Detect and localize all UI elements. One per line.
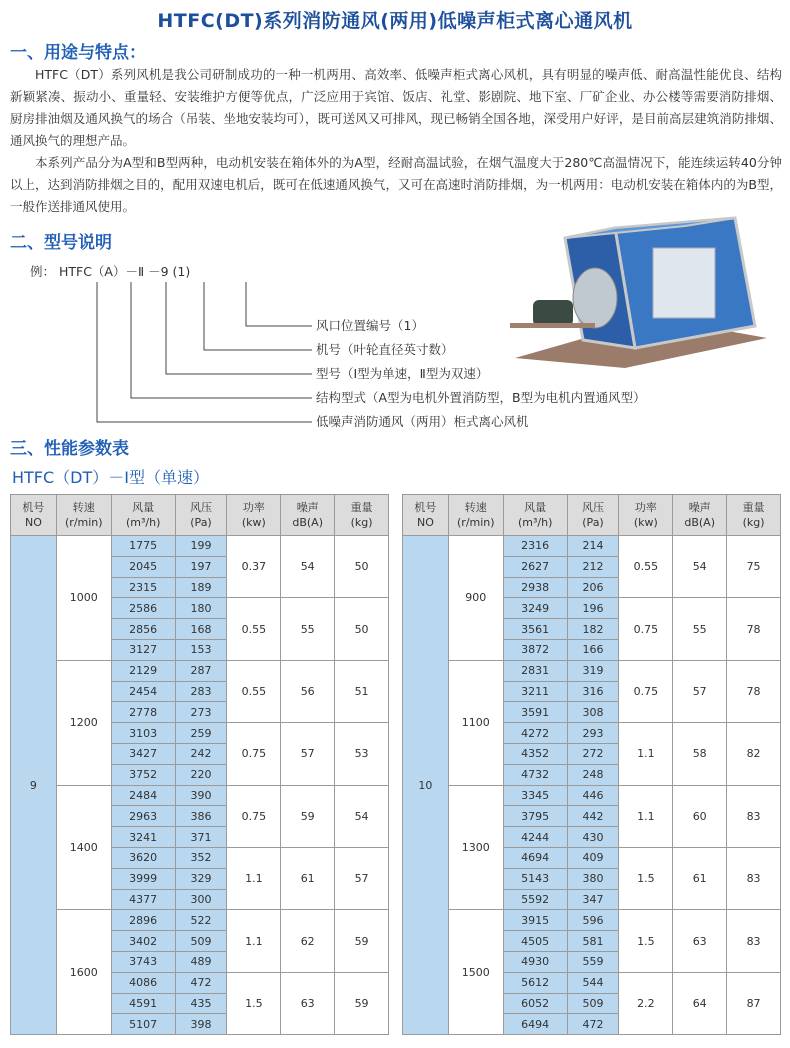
pressure-cell: 409 (567, 847, 619, 868)
pressure-cell: 390 (175, 785, 227, 806)
weight-cell: 75 (727, 536, 781, 598)
airflow-cell: 6494 (503, 1014, 567, 1035)
pressure-cell: 319 (567, 660, 619, 681)
airflow-cell: 3795 (503, 806, 567, 827)
pressure-cell: 472 (175, 972, 227, 993)
pressure-cell: 212 (567, 556, 619, 577)
pressure-cell: 242 (175, 743, 227, 764)
airflow-cell: 4352 (503, 743, 567, 764)
airflow-cell: 3591 (503, 702, 567, 723)
pressure-cell: 197 (175, 556, 227, 577)
noise-cell: 64 (673, 972, 727, 1034)
pressure-cell: 559 (567, 951, 619, 972)
airflow-cell: 2454 (111, 681, 175, 702)
pressure-cell: 522 (175, 910, 227, 931)
column-header: 风压 (Pa) (175, 495, 227, 536)
power-cell: 0.75 (227, 723, 281, 785)
airflow-cell: 3752 (111, 764, 175, 785)
noise-cell: 58 (673, 723, 727, 785)
table-row (11, 660, 389, 681)
airflow-cell: 4086 (111, 972, 175, 993)
noise-cell: 57 (281, 723, 335, 785)
power-cell: 0.75 (227, 785, 281, 847)
column-header: 风量 (m³/h) (503, 495, 567, 536)
table-row (11, 910, 389, 931)
airflow-cell: 5592 (503, 889, 567, 910)
table-row (11, 785, 389, 806)
speed-cell: 1100 (448, 660, 503, 785)
pressure-cell: 293 (567, 723, 619, 744)
column-header: 噪声 dB(A) (673, 495, 727, 536)
airflow-cell: 5143 (503, 868, 567, 889)
noise-cell: 63 (673, 910, 727, 972)
power-cell: 1.5 (619, 910, 673, 972)
airflow-cell: 2831 (503, 660, 567, 681)
power-cell: 0.55 (619, 536, 673, 598)
column-header: 功率 (kw) (619, 495, 673, 536)
weight-cell: 50 (335, 598, 389, 660)
column-header: 机号 NO (403, 495, 449, 536)
pressure-cell: 398 (175, 1014, 227, 1035)
column-header: 转速 (r/min) (448, 495, 503, 536)
airflow-cell: 5612 (503, 972, 567, 993)
power-cell: 1.1 (619, 723, 673, 785)
table-row (403, 785, 781, 806)
airflow-cell: 2856 (111, 619, 175, 640)
airflow-cell: 3743 (111, 951, 175, 972)
pressure-cell: 596 (567, 910, 619, 931)
weight-cell: 83 (727, 910, 781, 972)
speed-cell: 1300 (448, 785, 503, 910)
airflow-cell: 2938 (503, 577, 567, 598)
noise-cell: 54 (673, 536, 727, 598)
pressure-cell: 347 (567, 889, 619, 910)
weight-cell: 83 (727, 785, 781, 847)
pressure-cell: 509 (175, 931, 227, 952)
airflow-cell: 2963 (111, 806, 175, 827)
table-row (11, 536, 389, 557)
airflow-cell: 2315 (111, 577, 175, 598)
page-title: HTFC(DT)系列消防通风(两用)低噪声柜式离心通风机 (157, 10, 633, 32)
speed-cell: 1200 (56, 660, 111, 785)
section-heading-performance: 三、性能参数表 (10, 439, 129, 459)
pressure-cell: 273 (175, 702, 227, 723)
paragraph-2: 本系列产品分为A型和B型两种，电动机安装在箱体外的为A型，经耐高温试验，在烟气温度大于280℃高温情况下，能连续运转40分钟以上，达到消防排烟之目的，配用双速电机后，既可在低速通风换气，又可在高速时消防排烟，为一机两用：电动机安装在箱体内的为B型，一般作送排通风使用。 (10, 155, 782, 214)
airflow-cell: 2627 (503, 556, 567, 577)
airflow-cell: 3915 (503, 910, 567, 931)
airflow-cell: 5107 (111, 1014, 175, 1035)
noise-cell: 56 (281, 660, 335, 722)
pressure-cell: 153 (175, 639, 227, 660)
legend-item-3: 型号（Ⅰ型为单速，Ⅱ型为双速） (316, 366, 489, 381)
pressure-cell: 509 (567, 993, 619, 1014)
airflow-cell: 3620 (111, 847, 175, 868)
pressure-cell: 386 (175, 806, 227, 827)
column-header: 重量 (kg) (335, 495, 389, 536)
performance-table-no9 (10, 494, 389, 1035)
pressure-cell: 272 (567, 743, 619, 764)
column-header: 噪声 dB(A) (281, 495, 335, 536)
pressure-cell: 446 (567, 785, 619, 806)
weight-cell: 53 (335, 723, 389, 785)
pressure-cell: 581 (567, 931, 619, 952)
airflow-cell: 4272 (503, 723, 567, 744)
pressure-cell: 316 (567, 681, 619, 702)
noise-cell: 62 (281, 910, 335, 972)
pressure-cell: 435 (175, 993, 227, 1014)
pressure-cell: 329 (175, 868, 227, 889)
pressure-cell: 199 (175, 536, 227, 557)
power-cell: 1.1 (227, 910, 281, 972)
noise-cell: 63 (281, 972, 335, 1034)
weight-cell: 57 (335, 847, 389, 909)
pressure-cell: 248 (567, 764, 619, 785)
noise-cell: 55 (281, 598, 335, 660)
table-row (403, 536, 781, 557)
column-header: 风量 (m³/h) (111, 495, 175, 536)
pressure-cell: 352 (175, 847, 227, 868)
noise-cell: 57 (673, 660, 727, 722)
table-row (403, 660, 781, 681)
airflow-cell: 3561 (503, 619, 567, 640)
airflow-cell: 2484 (111, 785, 175, 806)
pressure-cell: 196 (567, 598, 619, 619)
airflow-cell: 2778 (111, 702, 175, 723)
speed-cell: 1500 (448, 910, 503, 1035)
pressure-cell: 472 (567, 1014, 619, 1035)
legend-item-5: 低噪声消防通风（两用）柜式离心风机 (316, 414, 529, 429)
pressure-cell: 380 (567, 868, 619, 889)
column-header: 机号 NO (11, 495, 57, 536)
power-cell: 0.55 (227, 660, 281, 722)
airflow-cell: 4591 (111, 993, 175, 1014)
airflow-cell: 2129 (111, 660, 175, 681)
table-row (403, 910, 781, 931)
pressure-cell: 259 (175, 723, 227, 744)
airflow-cell: 3999 (111, 868, 175, 889)
pressure-cell: 300 (175, 889, 227, 910)
power-cell: 1.1 (619, 785, 673, 847)
power-cell: 1.5 (619, 847, 673, 909)
pressure-cell: 430 (567, 827, 619, 848)
noise-cell: 55 (673, 598, 727, 660)
airflow-cell: 3211 (503, 681, 567, 702)
noise-cell: 61 (281, 847, 335, 909)
speed-cell: 1000 (56, 536, 111, 661)
weight-cell: 87 (727, 972, 781, 1034)
pressure-cell: 287 (175, 660, 227, 681)
column-header: 重量 (kg) (727, 495, 781, 536)
airflow-cell: 1775 (111, 536, 175, 557)
airflow-cell: 4244 (503, 827, 567, 848)
column-header: 转速 (r/min) (56, 495, 111, 536)
airflow-cell: 4377 (111, 889, 175, 910)
performance-table-no10 (402, 494, 781, 1035)
power-cell: 0.55 (227, 598, 281, 660)
airflow-cell: 2896 (111, 910, 175, 931)
airflow-cell: 2045 (111, 556, 175, 577)
weight-cell: 51 (335, 660, 389, 722)
weight-cell: 78 (727, 660, 781, 722)
noise-cell: 61 (673, 847, 727, 909)
airflow-cell: 3103 (111, 723, 175, 744)
power-cell: 0.37 (227, 536, 281, 598)
speed-cell: 1600 (56, 910, 111, 1035)
paragraph-1: HTFC（DT）系列风机是我公司研制成功的一种一机两用、高效率、低噪声柜式离心风机，具有明显的噪声低、耐高温性能优良、结构新颖紧凑、振动小、重量轻、安装维护方便等优点，广泛应用于宾馆、饭店、礼堂、影剧院、地下室、厂矿企业、办公楼等需要消防排烟、厨房排油烟及通风换气的场合（吊装、坐地安装均可），既可送风又可排风，现已畅销全国各地，深受用户好评，是目前高层建筑消防排烟、通风换气的理想产品。 (10, 67, 782, 148)
pressure-cell: 308 (567, 702, 619, 723)
airflow-cell: 3402 (111, 931, 175, 952)
pressure-cell: 220 (175, 764, 227, 785)
column-header: 风压 (Pa) (567, 495, 619, 536)
airflow-cell: 3249 (503, 598, 567, 619)
airflow-cell: 3127 (111, 639, 175, 660)
airflow-cell: 3427 (111, 743, 175, 764)
weight-cell: 78 (727, 598, 781, 660)
power-cell: 2.2 (619, 972, 673, 1034)
power-cell: 0.75 (619, 598, 673, 660)
pressure-cell: 544 (567, 972, 619, 993)
machine-number-cell: 10 (403, 536, 449, 1035)
power-cell: 1.1 (227, 847, 281, 909)
pressure-cell: 371 (175, 827, 227, 848)
airflow-cell: 4505 (503, 931, 567, 952)
weight-cell: 50 (335, 536, 389, 598)
power-cell: 0.75 (619, 660, 673, 722)
pressure-cell: 166 (567, 639, 619, 660)
pressure-cell: 180 (175, 598, 227, 619)
legend-item-4: 结构型式（A型为电机外置消防型，B型为电机内置通风型） (316, 390, 646, 405)
speed-cell: 1400 (56, 785, 111, 910)
legend-item-2: 机号（叶轮直径英寸数） (316, 342, 454, 357)
weight-cell: 82 (727, 723, 781, 785)
pressure-cell: 189 (175, 577, 227, 598)
airflow-cell: 3345 (503, 785, 567, 806)
airflow-cell: 4930 (503, 951, 567, 972)
airflow-cell: 3872 (503, 639, 567, 660)
legend-item-1: 风口位置编号（1） (316, 318, 424, 333)
section-heading-model: 二、型号说明 (10, 233, 112, 253)
section-heading-usage: 一、用途与特点： (10, 43, 146, 63)
power-cell: 1.5 (227, 972, 281, 1034)
airflow-cell: 3241 (111, 827, 175, 848)
pressure-cell: 489 (175, 951, 227, 972)
column-header: 功率 (kw) (227, 495, 281, 536)
weight-cell: 83 (727, 847, 781, 909)
noise-cell: 59 (281, 785, 335, 847)
weight-cell: 54 (335, 785, 389, 847)
pressure-cell: 206 (567, 577, 619, 598)
machine-number-cell: 9 (11, 536, 57, 1035)
airflow-cell: 6052 (503, 993, 567, 1014)
weight-cell: 59 (335, 972, 389, 1034)
airflow-cell: 2586 (111, 598, 175, 619)
weight-cell: 59 (335, 910, 389, 972)
airflow-cell: 2316 (503, 536, 567, 557)
model-example: 例： HTFC（A）－Ⅱ －9 (1) (30, 264, 191, 279)
speed-cell: 900 (448, 536, 503, 661)
table-subtitle: HTFC（DT）－Ⅰ型（单速） (12, 468, 209, 487)
airflow-cell: 4694 (503, 847, 567, 868)
pressure-cell: 442 (567, 806, 619, 827)
pressure-cell: 214 (567, 536, 619, 557)
noise-cell: 54 (281, 536, 335, 598)
noise-cell: 60 (673, 785, 727, 847)
pressure-cell: 283 (175, 681, 227, 702)
airflow-cell: 4732 (503, 764, 567, 785)
pressure-cell: 168 (175, 619, 227, 640)
pressure-cell: 182 (567, 619, 619, 640)
